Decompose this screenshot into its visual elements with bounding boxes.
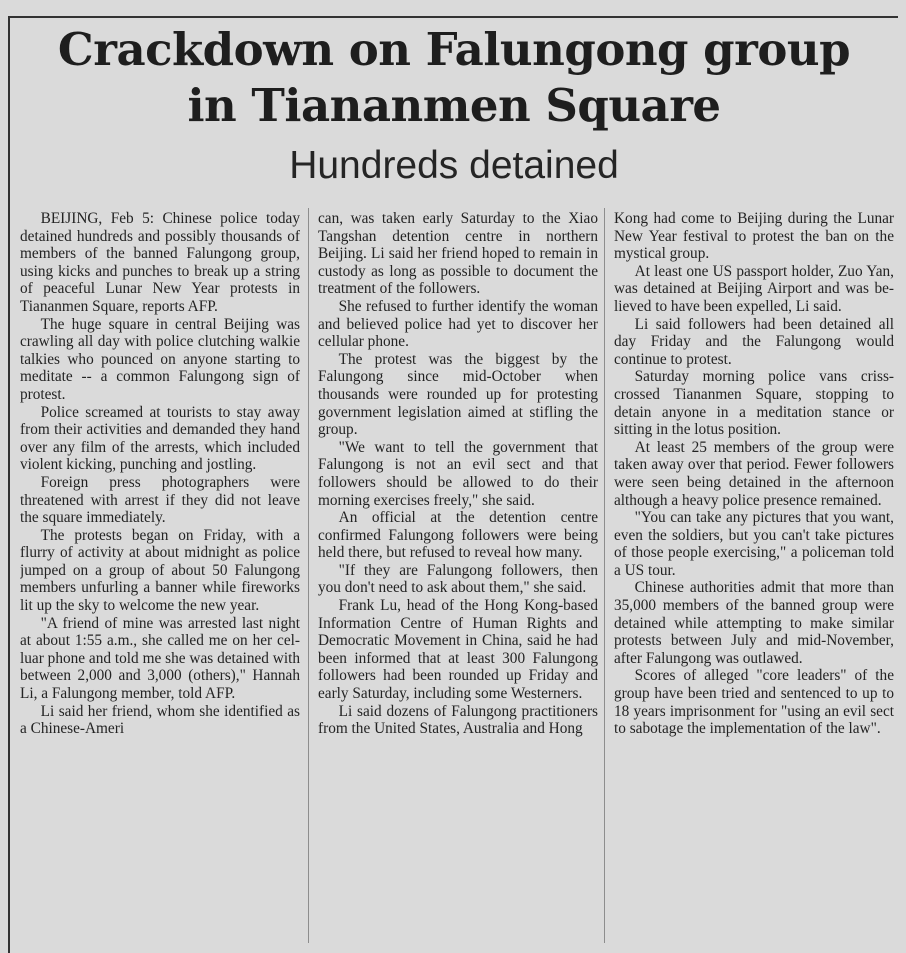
article-paragraph: Saturday morning police vans criss-crossed Tiananmen Square, stopping to detain anyone in a meditation stance or sitting in the lotus position.: [614, 368, 894, 439]
frame-rule-top: [8, 16, 898, 18]
headline-line-1: Crackdown on Falungong group: [57, 23, 851, 76]
article-paragraph: "If they are Falungong followers, then you don't need to ask about them," she said.: [318, 561, 598, 597]
article-paragraph: Li said her friend, whom she identified as a Chinese-Ameri: [20, 702, 300, 738]
article-paragraph: "A friend of mine was arrested last night at about 1:55 a.m., she called me on her celluar phone and told me she was detained with between 2,000 and 3,000 (others)," Hannah Li, a Falungong member, told AFP.: [20, 614, 300, 703]
article-paragraph: She refused to further identify the woman and believed police had yet to discover her cellular phone.: [318, 297, 598, 351]
article-paragraph: "We want to tell the government that Falungong is not an evil sect and that followers should be allowed to do their morning exercises freely," she said.: [318, 438, 598, 509]
article-paragraph: Kong had come to Beijing during the Lunar New Year festival to protest the ban on the mystical group.: [614, 210, 894, 263]
article-paragraph: At least 25 members of the group were taken away over that period. Fewer followers were seen being detained in the afternoon although a heavy police presence remained.: [614, 438, 894, 509]
article-paragraph: An official at the detention centre confirmed Falungong followers were being held there, but refused to reveal how many.: [318, 509, 598, 562]
article-paragraph: At least one US passport holder, Zuo Yan, was detained at Beijing Airport and was believed to have been expelled, Li said.: [614, 262, 894, 315]
article-paragraph: "You can take any pictures that you want, even the soldiers, but you can't take pictures of those people exercising," a policeman told a US tour.: [614, 509, 894, 579]
article-paragraph: Li said followers had been detained all day Friday and the Falungong would continue to protest.: [614, 315, 894, 368]
article-paragraph: Foreign press photographers were threatened with arrest if they did not leave the square immediately.: [20, 473, 300, 527]
subheadline: Hundreds detained: [289, 144, 619, 187]
column-divider: [308, 208, 309, 943]
article-paragraph: The protest was the biggest by the Falungong since mid-October when thousands were rounded up for protesting government legislation aimed at stifling the group.: [318, 350, 598, 439]
article-paragraph: Chinese authorities admit that more than 35,000 members of the banned group were detained while attempting to make similar protests between July and mid-November, after Falungong was outlawed.: [614, 579, 894, 667]
article-column-1: [20, 210, 300, 953]
article-paragraph: Li said dozens of Falungong practitioners from the United States, Australia and Hong: [318, 702, 598, 738]
article-paragraph: The protests began on Friday, with a flurry of activity at about midnight as police jumped on a group of about 50 Falungong members unfurling a banner while fireworks lit up the sky to welcome the new year.: [20, 526, 300, 615]
article-paragraph: Frank Lu, head of the Hong Kong-based Information Centre of Human Rights and Democratic Movement in China, said he had been informed that at least 300 Falungong followers had been rounded up Friday and early Saturday, including some Westerners.: [318, 597, 598, 703]
article-paragraph: Scores of alleged "core leaders" of the group have been tried and sentenced to up to 18 years imprisonment for "using an evil sect to sabotage the implementation of the law".: [614, 667, 894, 738]
article-column-2: [318, 210, 598, 953]
headline-line-2: in Tiananmen Square: [187, 79, 721, 132]
article-paragraph: The huge square in central Beijing was crawling all day with police clutching walkie talkies who pounced on anyone starting to meditate -- a common Falungong sign of protest.: [20, 315, 300, 403]
headline: [12, 22, 896, 134]
article-paragraph: can, was taken early Saturday to the Xiao Tangshan detention centre in northern Beijing. Li said her friend hoped to remain in custody as long as possible to document the treatment of the followers.: [318, 210, 598, 298]
article-paragraph: BEIJING, Feb 5: Chinese police today detained hundreds and possibly thousands of members of the banned Falungong group, using kicks and punches to break up a string of peaceful Lunar New Year protests in Tiananmen Square, reports AFP.: [20, 210, 300, 315]
column-divider: [604, 208, 605, 943]
article-paragraph: Police screamed at tourists to stay away from their activities and demanded they hand over any film of the arrests, which included violent kicking, punching and jostling.: [20, 403, 300, 474]
article-column-3: [614, 210, 894, 953]
frame-rule-left: [8, 16, 10, 953]
